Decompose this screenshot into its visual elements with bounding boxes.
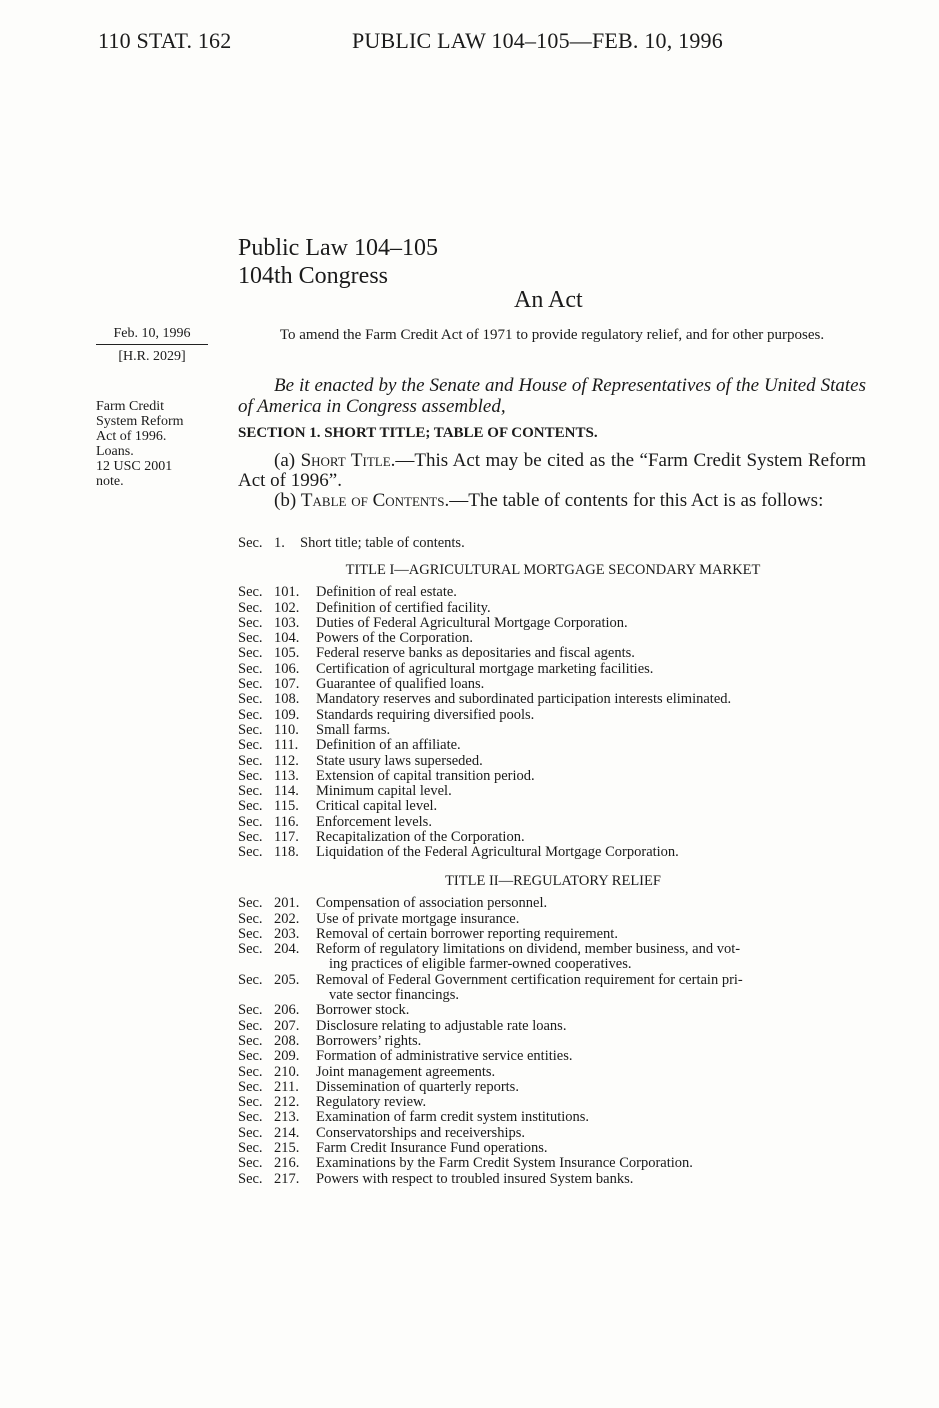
toc-row xyxy=(238,692,868,707)
toc-sec-number: 112. xyxy=(274,752,299,769)
toc-sec-title xyxy=(316,646,868,661)
toc-sec-title-text: Examinations by the Farm Credit System Insurance Corporation. xyxy=(316,1155,693,1172)
toc-sec-title-text: Definition of real estate. xyxy=(316,584,457,601)
toc-sec-title: Short title; table of contents. xyxy=(300,535,465,551)
toc-sec-number: 104. xyxy=(274,630,300,647)
paragraph-label: (a) xyxy=(274,450,301,471)
toc-sec-number: 102. xyxy=(274,599,300,616)
sidebar-notes xyxy=(96,399,221,489)
toc-row xyxy=(238,845,868,860)
toc-sec-title-text: Borrowers’ rights. xyxy=(316,1032,422,1049)
toc-sec-label: Sec. xyxy=(238,1094,263,1111)
toc-sec-number: 108. xyxy=(274,691,300,708)
toc-sec-label: Sec. xyxy=(238,1002,263,1019)
toc-row xyxy=(238,912,868,927)
toc-sec-number: 111. xyxy=(274,737,299,754)
toc-sec-title xyxy=(316,1172,868,1187)
toc-row xyxy=(238,1065,868,1080)
toc-sec-number: 117. xyxy=(274,829,299,846)
toc-sec-title-text: Certification of agricultural mortgage marketing facilities. xyxy=(316,660,654,677)
toc-sec-label: Sec. xyxy=(238,941,263,958)
paragraph-a xyxy=(238,451,866,491)
toc-sec-title xyxy=(316,1034,868,1049)
toc-sec-title-text: Mandatory reserves and subordinated participation interests eliminated. xyxy=(316,691,732,708)
toc-sec-number: 105. xyxy=(274,645,300,662)
toc-sec-number: 109. xyxy=(274,706,300,723)
toc-sec-number: 118. xyxy=(274,844,299,861)
toc-sec-number: 110. xyxy=(274,721,299,738)
toc-row xyxy=(238,815,868,830)
toc-row xyxy=(238,708,868,723)
toc-sec-title-text: Joint management agreements. xyxy=(316,1063,496,1080)
toc-sec-title-text: Dissemination of quarterly reports. xyxy=(316,1078,519,1095)
toc-sec-number: 215. xyxy=(274,1140,300,1157)
section-1-heading: SECTION 1. SHORT TITLE; TABLE OF CONTENTS. xyxy=(238,425,598,441)
toc-sec-title xyxy=(316,973,868,1004)
page-stat-reference: 110 STAT. 162 xyxy=(98,28,232,53)
toc-sec-number: 206. xyxy=(274,1002,300,1019)
toc-row xyxy=(238,784,868,799)
toc-sec-title-text: Powers with respect to troubled insured System banks. xyxy=(316,1170,634,1187)
toc-sec-number: 116. xyxy=(274,813,299,830)
toc-sec-title-text: Critical capital level. xyxy=(316,798,438,815)
toc-sec-title-text: Recapitalization of the Corporation. xyxy=(316,829,525,846)
act-purpose: To amend the Farm Credit Act of 1971 to provide regulatory relief, and for other purposes. xyxy=(279,327,825,343)
toc-title-2 xyxy=(238,874,868,1187)
toc-sec-title xyxy=(316,1156,868,1171)
toc-sec-title xyxy=(316,912,868,927)
enactment-date: Feb. 10, 1996 xyxy=(96,326,208,345)
toc-sec-title xyxy=(316,662,868,677)
toc-row xyxy=(238,927,868,942)
toc-sec-title-text: Small farms. xyxy=(316,721,391,738)
toc-sec-number: 201. xyxy=(274,895,300,912)
toc-sec-label: Sec. xyxy=(238,910,263,927)
sidebar-note-line: Act of 1996. xyxy=(96,429,167,444)
toc-row xyxy=(238,536,868,551)
toc-sec-number: 209. xyxy=(274,1048,300,1065)
toc-sec-title-text: Conservatorships and receiverships. xyxy=(316,1124,525,1141)
toc-sec-number: 115. xyxy=(274,798,299,815)
toc-sec-title-text: Liquidation of the Federal Agricultural Mortgage Corporation. xyxy=(316,844,679,861)
toc-row xyxy=(238,896,868,911)
paragraph-caption: Short Title xyxy=(300,450,391,471)
toc-sec-label: Sec. xyxy=(238,676,263,693)
toc-row xyxy=(238,1156,868,1171)
toc-sec-title-continuation: vate sector financings. xyxy=(329,987,460,1004)
toc-row xyxy=(238,1110,868,1125)
toc-sec-title xyxy=(316,1126,868,1141)
toc-sec-title-text: Standards requiring diversified pools. xyxy=(316,706,535,723)
toc-sec-title-text: Regulatory review. xyxy=(316,1094,427,1111)
toc-sec-label: Sec. xyxy=(238,1078,263,1095)
toc-sec-label: Sec. xyxy=(238,844,263,861)
toc-sec-title xyxy=(316,942,868,973)
sidebar-note-line: Loans. xyxy=(96,444,134,459)
public-law-number: Public Law 104–105 xyxy=(238,235,438,261)
toc-sec-title xyxy=(316,723,868,738)
toc-sec-title-text: Compensation of association personnel. xyxy=(316,895,548,912)
toc-sec-number: 203. xyxy=(274,925,300,942)
toc-sec-title xyxy=(316,754,868,769)
toc-sec-label: Sec. xyxy=(238,971,263,988)
bill-number: [H.R. 2029] xyxy=(118,349,186,364)
toc-sec-label: Sec. xyxy=(238,783,263,800)
toc-sec-title-text: Definition of an affiliate. xyxy=(316,737,461,754)
toc-sec-label: Sec. xyxy=(238,645,263,662)
toc-sec-title xyxy=(316,927,868,942)
toc-row xyxy=(238,738,868,753)
toc-sec-label: Sec. xyxy=(238,535,263,551)
toc-sec-title-text: Federal reserve banks as depositaries and fiscal agents. xyxy=(316,645,635,662)
toc-row xyxy=(238,1049,868,1064)
toc-sec-title-text: Disclosure relating to adjustable rate loans. xyxy=(316,1017,567,1034)
title-2-heading: TITLE II—REGULATORY RELIEF xyxy=(445,873,661,889)
toc-sec-title xyxy=(316,1080,868,1095)
toc-row xyxy=(238,799,868,814)
toc-row xyxy=(238,830,868,845)
toc-sec-title-text: Minimum capital level. xyxy=(316,783,452,800)
toc-sec-title xyxy=(316,585,868,600)
toc-sec-title xyxy=(316,1110,868,1125)
toc-sec-number: 205. xyxy=(274,971,300,988)
law-title-block xyxy=(238,234,438,290)
toc-sec-label: Sec. xyxy=(238,1155,263,1172)
toc-sec-label: Sec. xyxy=(238,1140,263,1157)
toc-sec-title-text: Formation of administrative service entities. xyxy=(316,1048,573,1065)
sidebar-note-line: note. xyxy=(96,474,124,489)
toc-sec-number: 208. xyxy=(274,1032,300,1049)
toc-sec-title xyxy=(316,692,868,707)
an-act-heading: An Act xyxy=(514,287,583,313)
toc-sec-label: Sec. xyxy=(238,767,263,784)
toc-sec-label: Sec. xyxy=(238,1017,263,1034)
paragraph-label: (b) xyxy=(274,490,301,511)
toc-sec-number: 214. xyxy=(274,1124,300,1141)
toc-sec-label: Sec. xyxy=(238,584,263,601)
toc-sec-label: Sec. xyxy=(238,660,263,677)
toc-sec-title-text: Removal of Federal Government certification requirement for certain pri- xyxy=(316,971,743,988)
toc-sec-title xyxy=(316,708,868,723)
toc-sec-number: 213. xyxy=(274,1109,300,1126)
toc-sec-number: 107. xyxy=(274,676,300,693)
toc-sec-label: Sec. xyxy=(238,1032,263,1049)
toc-sec-title xyxy=(316,1019,868,1034)
paragraph-text: .—The table of contents for this Act is as follows: xyxy=(444,490,824,511)
toc-sec-label: Sec. xyxy=(238,706,263,723)
toc-sec-label: Sec. xyxy=(238,691,263,708)
title-2-list xyxy=(238,896,868,1187)
toc-sec-number: 212. xyxy=(274,1094,300,1111)
sidebar-note-line: 12 USC 2001 xyxy=(96,459,173,474)
toc-first-entry xyxy=(238,536,868,551)
toc-sec-title xyxy=(316,1065,868,1080)
paragraph-b xyxy=(238,491,866,511)
toc-row xyxy=(238,1003,868,1018)
toc-row xyxy=(238,1095,868,1110)
toc-sec-number: 207. xyxy=(274,1017,300,1034)
toc-row xyxy=(238,723,868,738)
title-1-list xyxy=(238,585,868,860)
toc-sec-title xyxy=(316,769,868,784)
toc-sec-number: 202. xyxy=(274,910,300,927)
toc-sec-title xyxy=(316,738,868,753)
toc-row xyxy=(238,1080,868,1095)
toc-sec-title xyxy=(316,896,868,911)
sidebar-note-line: System Reform xyxy=(96,414,184,429)
toc-sec-title-text: Removal of certain borrower reporting requirement. xyxy=(316,925,618,942)
toc-sec-title xyxy=(316,784,868,799)
toc-sec-number: 204. xyxy=(274,941,300,958)
running-header: PUBLIC LAW 104–105—FEB. 10, 1996 xyxy=(352,28,723,53)
toc-sec-label: Sec. xyxy=(238,614,263,631)
toc-sec-title xyxy=(316,1049,868,1064)
toc-sec-label: Sec. xyxy=(238,798,263,815)
toc-sec-number: 1. xyxy=(274,535,285,551)
toc-sec-title-text: Duties of Federal Agricultural Mortgage Corporation. xyxy=(316,614,628,631)
congress-number: 104th Congress xyxy=(238,263,388,289)
title-1-heading: TITLE I—AGRICULTURAL MORTGAGE SECONDARY MARKET xyxy=(345,562,761,578)
toc-sec-title-continuation: ing practices of eligible farmer-owned cooperatives. xyxy=(329,956,632,973)
toc-sec-label: Sec. xyxy=(238,1170,263,1187)
toc-sec-title-text: Borrower stock. xyxy=(316,1002,410,1019)
toc-sec-number: 210. xyxy=(274,1063,300,1080)
toc-sec-label: Sec. xyxy=(238,752,263,769)
toc-sec-label: Sec. xyxy=(238,895,263,912)
toc-row xyxy=(238,1126,868,1141)
toc-row xyxy=(238,662,868,677)
toc-sec-title xyxy=(316,845,868,860)
toc-sec-label: Sec. xyxy=(238,1109,263,1126)
toc-sec-title xyxy=(316,616,868,631)
sidebar-note-line: Farm Credit xyxy=(96,399,165,414)
toc-sec-title-text: Enforcement levels. xyxy=(316,813,432,830)
toc-sec-title-text: Examination of farm credit system institutions. xyxy=(316,1109,590,1126)
toc-row xyxy=(238,601,868,616)
toc-sec-title xyxy=(316,1141,868,1156)
toc-sec-title-text: Reform of regulatory limitations on dividend, member business, and vot- xyxy=(316,941,741,958)
toc-row xyxy=(238,1172,868,1187)
paragraph-text: .—This Act may be cited as the “Farm Credit System Reform Act of 1996”. xyxy=(238,450,867,491)
toc-row xyxy=(238,1019,868,1034)
toc-sec-label: Sec. xyxy=(238,1124,263,1141)
toc-row xyxy=(238,646,868,661)
toc-sec-title-text: Guarantee of qualified loans. xyxy=(316,676,485,693)
toc-sec-title xyxy=(316,631,868,646)
toc-row xyxy=(238,769,868,784)
toc-sec-number: 217. xyxy=(274,1170,300,1187)
toc-sec-number: 113. xyxy=(274,767,299,784)
toc-row xyxy=(238,616,868,631)
toc-row xyxy=(238,754,868,769)
toc-sec-number: 103. xyxy=(274,614,300,631)
toc-row xyxy=(238,677,868,692)
toc-sec-title xyxy=(316,815,868,830)
toc-sec-title xyxy=(316,601,868,616)
toc-sec-number: 101. xyxy=(274,584,300,601)
toc-sec-number: 114. xyxy=(274,783,299,800)
toc-sec-title-text: State usury laws superseded. xyxy=(316,752,483,769)
toc-sec-title-text: Extension of capital transition period. xyxy=(316,767,535,784)
toc-sec-title-text: Farm Credit Insurance Fund operations. xyxy=(316,1140,548,1157)
toc-row xyxy=(238,1034,868,1049)
toc-sec-title xyxy=(316,799,868,814)
toc-row xyxy=(238,585,868,600)
toc-row xyxy=(238,973,868,1004)
toc-sec-label: Sec. xyxy=(238,599,263,616)
toc-row xyxy=(238,1141,868,1156)
toc-sec-title-text: Use of private mortgage insurance. xyxy=(316,910,520,927)
toc-sec-label: Sec. xyxy=(238,737,263,754)
toc-row xyxy=(238,631,868,646)
toc-sec-title xyxy=(316,1095,868,1110)
toc-sec-label: Sec. xyxy=(238,1063,263,1080)
toc-sec-label: Sec. xyxy=(238,630,263,647)
toc-sec-label: Sec. xyxy=(238,813,263,830)
toc-sec-title-text: Definition of certified facility. xyxy=(316,599,491,616)
enacting-clause: Be it enacted by the Senate and House of Representatives of the United States of America in Congress assembled, xyxy=(238,375,866,417)
toc-sec-title xyxy=(316,677,868,692)
sidebar-date-block xyxy=(96,326,221,364)
paragraph-caption: Table of Contents xyxy=(300,490,445,511)
toc-sec-number: 216. xyxy=(274,1155,300,1172)
toc-sec-title xyxy=(316,830,868,845)
toc-sec-label: Sec. xyxy=(238,721,263,738)
toc-sec-label: Sec. xyxy=(238,829,263,846)
toc-sec-number: 106. xyxy=(274,660,300,677)
toc-title-1 xyxy=(238,563,868,861)
toc-sec-label: Sec. xyxy=(238,1048,263,1065)
toc-sec-number: 211. xyxy=(274,1078,299,1095)
toc-sec-title-text: Powers of the Corporation. xyxy=(316,630,474,647)
toc-row xyxy=(238,942,868,973)
toc-sec-title xyxy=(316,1003,868,1018)
toc-sec-label: Sec. xyxy=(238,925,263,942)
